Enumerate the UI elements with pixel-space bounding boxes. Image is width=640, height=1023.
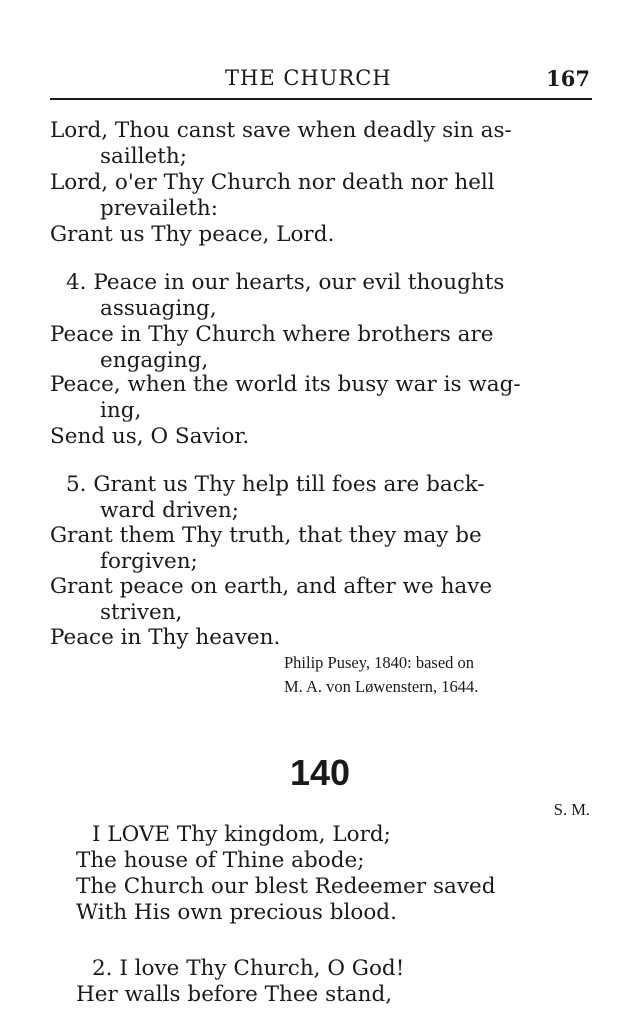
attribution-line: Philip Pusey, 1840: based on	[284, 653, 475, 672]
verse-line: Lord, Thou canst save when deadly sin as-	[50, 118, 512, 143]
verse-line-continuation: assuaging,	[100, 296, 217, 321]
verse-line: Send us, O Savior.	[50, 424, 250, 449]
hymn-meter: S. M.	[553, 800, 590, 819]
verse-line: 5. Grant us Thy help till foes are back-	[66, 472, 485, 497]
running-title: THE CHURCH	[225, 66, 392, 90]
verse-line-continuation: prevaileth:	[100, 196, 218, 221]
verse-line: Peace in Thy heaven.	[50, 625, 281, 650]
verse-line: Peace, when the world its busy war is wag-	[50, 372, 521, 397]
verse-line-continuation: forgiven;	[100, 549, 198, 574]
verse-line: With His own precious blood.	[76, 900, 397, 925]
verse-line-continuation: ing,	[100, 398, 142, 423]
verse-line: The Church our blest Redeemer saved	[76, 874, 496, 899]
hymn-number: 140	[289, 752, 351, 793]
verse-line: Grant peace on earth, and after we have	[50, 574, 493, 599]
verse-line-continuation: engaging,	[100, 348, 209, 373]
attribution-line: M. A. von Løwenstern, 1644.	[284, 677, 479, 696]
verse-line: 4. Peace in our hearts, our evil thoughts	[66, 270, 505, 295]
verse-line: 2. I love Thy Church, O God!	[92, 956, 405, 981]
verse-line: Her walls before Thee stand,	[76, 982, 393, 1007]
verse-line-continuation: ward driven;	[100, 498, 239, 523]
verse-line: Grant us Thy peace, Lord.	[50, 222, 335, 247]
verse-line: Peace in Thy Church where brothers are	[50, 322, 494, 347]
verse-line-continuation: striven,	[100, 600, 183, 625]
verse-line-continuation: sailleth;	[100, 144, 187, 169]
verse-line: I LOVE Thy kingdom, Lord;	[92, 822, 391, 847]
verse-line: The house of Thine abode;	[76, 848, 365, 873]
verse-line: Lord, o'er Thy Church nor death nor hell	[50, 170, 495, 195]
page-header	[50, 64, 592, 100]
page-number: 167	[546, 66, 590, 91]
verse-line: Grant them Thy truth, that they may be	[50, 523, 482, 548]
